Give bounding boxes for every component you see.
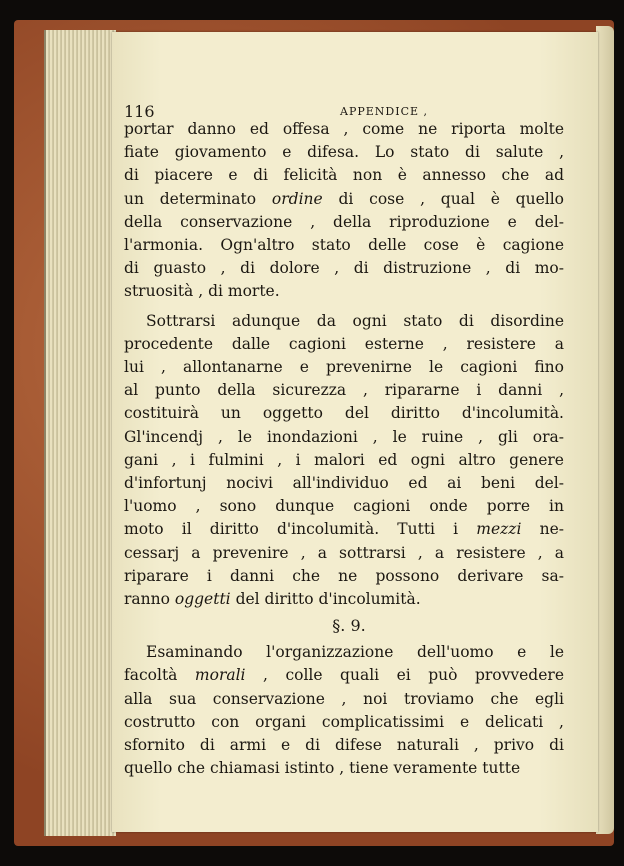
text-line: Sottrarsi adunque da ogni stato di disordine [146,311,564,330]
body-text [124,118,564,780]
text-line: riparare i danni che ne possono derivare sa- [124,566,564,585]
text-line: l'uomo , sono dunque cagioni onde porre in [124,497,564,516]
text-line: d'infortunj nocivi all'individuo ed ai beni del- [124,474,564,493]
text-line: moto il diritto d'incolumità. Tutti i mezzi ne- [124,520,564,539]
text-line: un determinato ordine di cose , qual è quello [124,189,564,208]
text-line: sfornito di armi e di difese naturali , privo di [124,736,564,755]
paragraph [124,641,564,780]
text-line: costrutto con organi complicatissimi e delicati , [124,712,564,731]
text-line: gani , i fulmini , i malori ed ogni altro genere [124,450,564,469]
section-heading: §. 9. [332,616,366,636]
page-edges [44,30,116,836]
paragraph [124,118,564,304]
text-line: procedente dalle cagioni esterne , resistere a [124,334,564,353]
text-line: Esaminando l'organizzazione dell'uomo e le [146,643,564,662]
text-line: di guasto , di dolore , di distruzione , di mo- [124,259,564,278]
text-line: fiate giovamento e difesa. Lo stato di salute , [124,143,564,162]
text-line: lui , allontanarne e prevenirne le cagioni fino [124,358,564,377]
text-line: portar danno ed offesa , come ne riporta molte [124,120,564,138]
italic-term: mezzi [476,520,522,539]
paragraph [124,310,564,612]
text-line: costituirà un oggetto del diritto d'incolumità. [124,404,564,423]
text-line: quello che chiamasi istinto , tiene veramente tutte [124,759,521,778]
text-line: di piacere e di felicità non è annesso che ad [124,166,564,185]
facing-page-edge [596,26,614,834]
text-line: della conservazione , della riproduzione e del- [124,212,564,231]
italic-term: morali [194,666,246,685]
text-line: l'armonia. Ogn'altro stato delle cose è cagione [124,236,564,255]
running-title: APPENDICE , [340,105,429,118]
text-line: struosità , di morte. [124,282,280,301]
page-number: 116 [124,102,155,121]
text-line: cessarj a prevenire , a sottrarsi , a resistere , a [124,543,564,562]
text-line: al punto della sicurezza , ripararne i danni , [124,381,564,400]
text-line: facoltà morali , colle quali ei può provvedere [124,666,564,685]
text-line: Gl'incendj , le inondazioni , le ruine , gli ora- [124,427,564,446]
text-line: ranno oggetti del diritto d'incolumità. [124,590,421,609]
text-line: alla sua conservazione , noi troviamo che egli [124,689,564,708]
italic-term: oggetti [174,590,231,609]
italic-term: ordine [271,189,323,208]
